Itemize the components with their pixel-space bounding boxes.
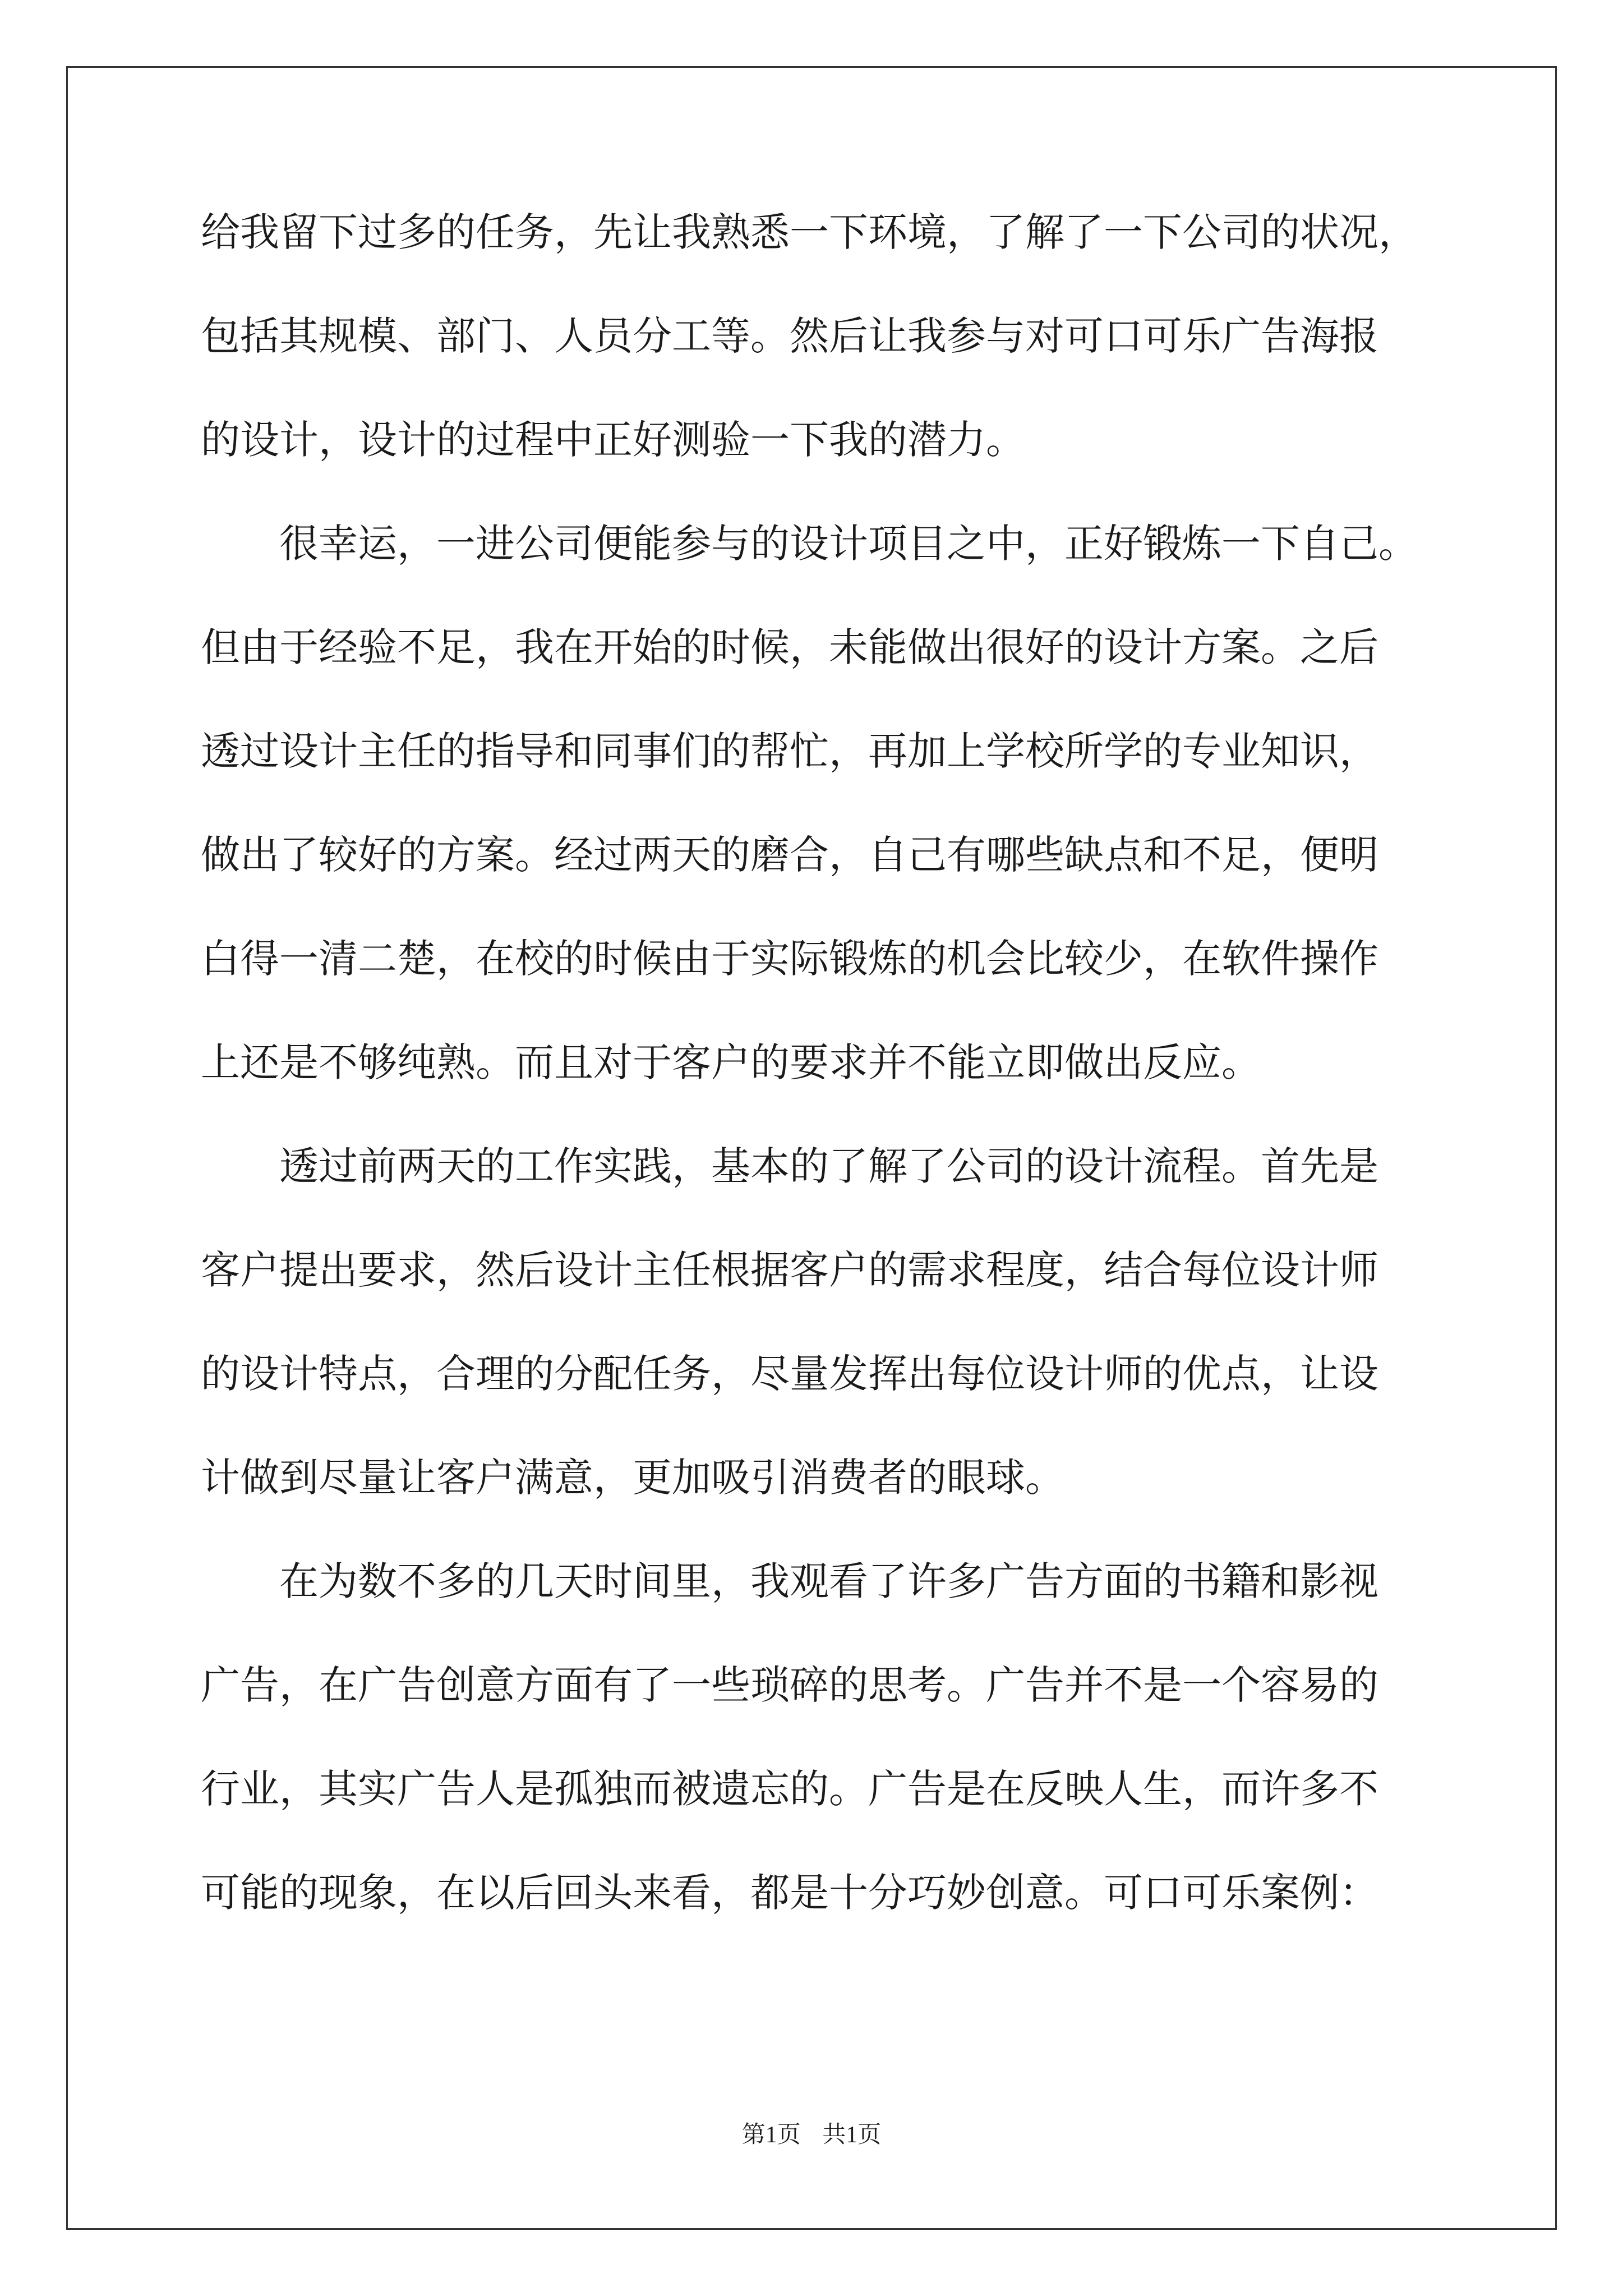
text-line: 行业，其实广告人是孤独而被遗忘的。广告是在反映人生，而许多不 <box>201 1766 1378 1812</box>
paragraph-start-line: 透过前两天的工作实践，基本的了解了公司的设计流程。首先是 <box>279 1143 1378 1189</box>
text-line: 做出了较好的方案。经过两天的磨合，自己有哪些缺点和不足，便明 <box>201 832 1378 878</box>
text-line: 给我留下过多的任务，先让我熟悉一下环境，了解了一下公司的状况， <box>201 209 1418 255</box>
page-footer <box>0 2116 1623 2150</box>
text-line: 但由于经验不足，我在开始的时候，未能做出很好的设计方案。之后 <box>201 624 1378 670</box>
text-line: 包括其规模、部门、人员分工等。然后让我参与对可口可乐广告海报 <box>201 313 1378 359</box>
text-line: 的设计，设计的过程中正好测验一下我的潜力。 <box>201 417 1025 463</box>
text-line: 广告，在广告创意方面有了一些琐碎的思考。广告并不是一个容易的 <box>201 1662 1378 1708</box>
text-line: 白得一清二楚，在校的时候由于实际锻炼的机会比较少，在软件操作 <box>201 936 1378 982</box>
document-body <box>201 210 1440 1974</box>
text-line: 上还是不够纯熟。而且对于客户的要求并不能立即做出反应。 <box>201 1039 1261 1085</box>
text-line: 可能的现象，在以后回头来看，都是十分巧妙创意。可口可乐案例： <box>201 1870 1378 1916</box>
paragraph-start-line: 在为数不多的几天时间里，我观看了许多广告方面的书籍和影视 <box>279 1558 1378 1604</box>
paragraph-start-line: 很幸运，一进公司便能参与的设计项目之中，正好锻炼一下自己。 <box>279 521 1418 567</box>
text-line: 计做到尽量让客户满意，更加吸引消费者的眼球。 <box>201 1455 1064 1501</box>
text-line: 的设计特点，合理的分配任务，尽量发挥出每位设计师的优点，让设 <box>201 1351 1378 1397</box>
page-number-total: 共1页 <box>822 2122 882 2148</box>
page-number-current: 第1页 <box>741 2122 801 2148</box>
text-line: 客户提出要求，然后设计主任根据客户的需求程度，结合每位设计师 <box>201 1247 1378 1293</box>
text-line: 透过设计主任的指导和同事们的帮忙，再加上学校所学的专业知识， <box>201 728 1378 774</box>
